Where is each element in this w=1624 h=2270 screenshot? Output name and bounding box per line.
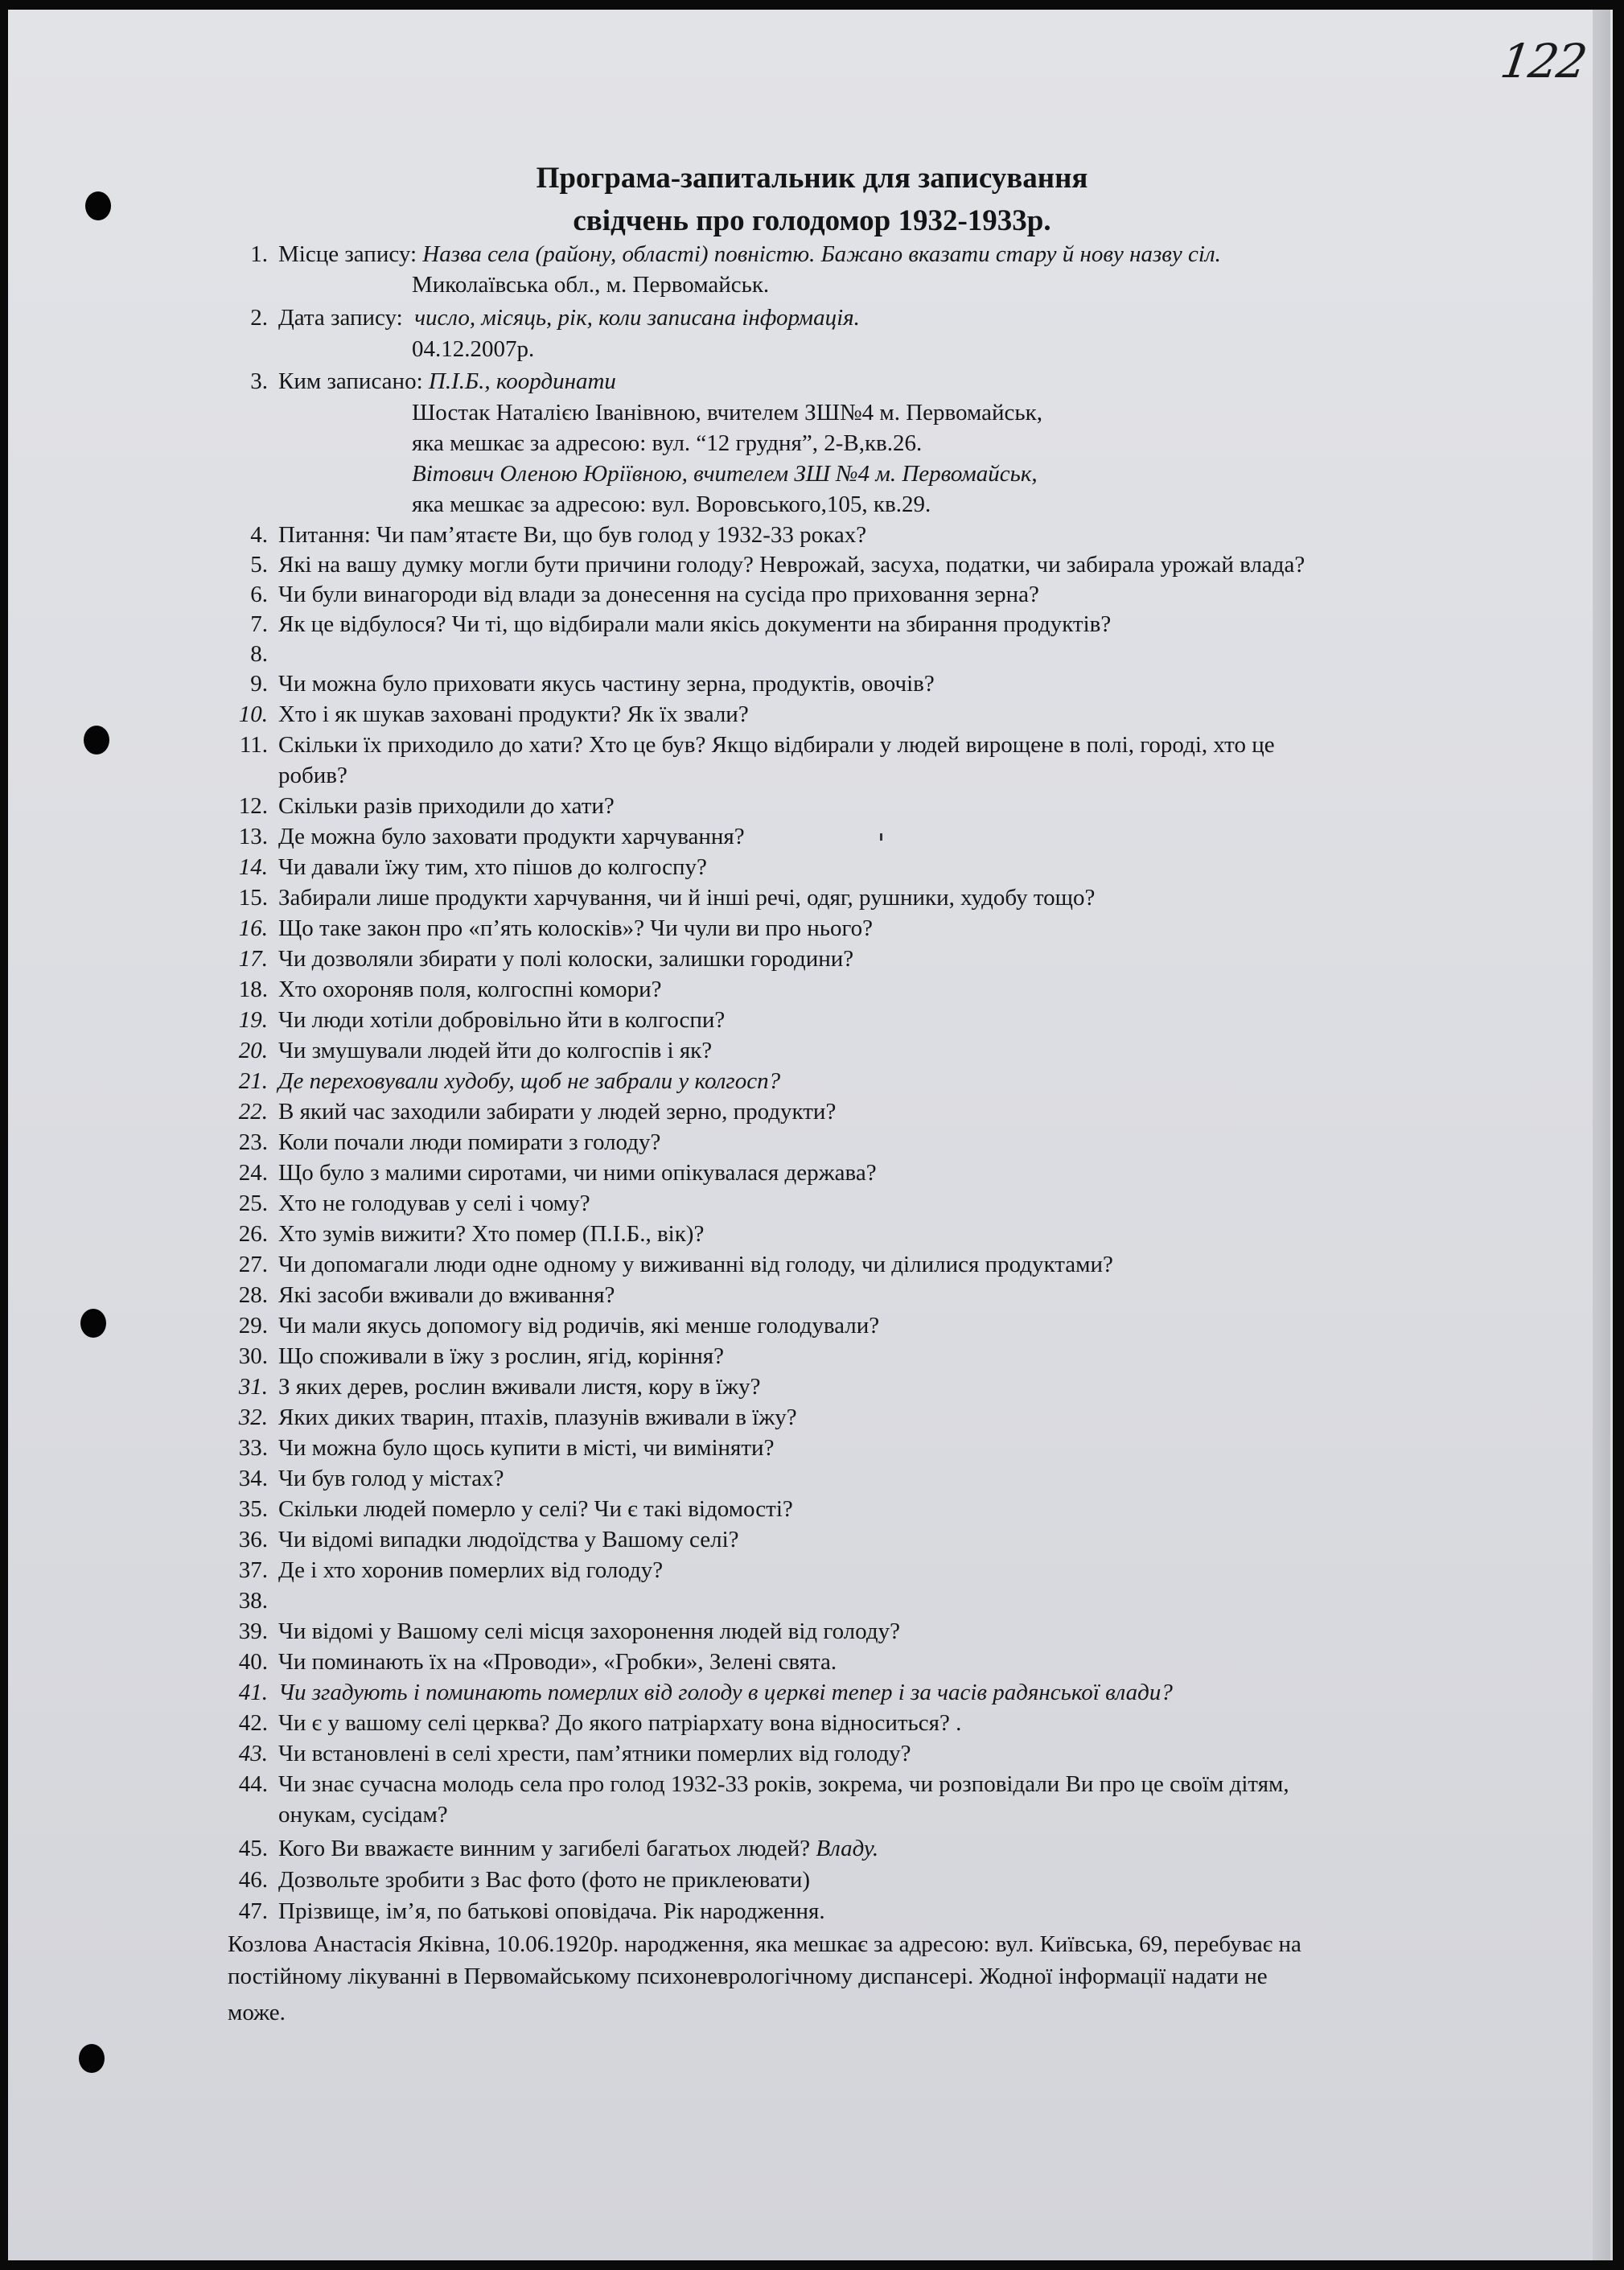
item-label: Дата запису:	[278, 305, 403, 331]
item-hint: П.І.Б., координати	[428, 368, 616, 394]
handwritten-page-number: 122	[1497, 34, 1589, 88]
answer-text: Владу.	[816, 1836, 879, 1861]
recorder-line: яка мешкає за адресою: вул. “12 грудня”, 2-В,кв.26.	[412, 430, 923, 456]
item-label: Місце запису:	[278, 241, 417, 267]
item-hint: Назва села (району, області) повністю. Бажано вказати стару й нову назву сіл.	[422, 241, 1221, 267]
punch-hole-3	[80, 1309, 106, 1338]
closing-note-line: постійному лікуванні в Первомайському психоневрологічному диспансері. Жодної інформації надати не	[228, 1964, 1268, 1989]
recorder-line: Шостак Наталією Іванівною, вчителем ЗШ№4 м. Первомайськ,	[412, 400, 1042, 426]
recorder-line: яка мешкає за адресою: вул. Воровського,105, кв.29.	[412, 491, 931, 517]
item-number: 2.	[250, 305, 268, 331]
document-title-line-2: свідчень про голодомор 1932-1933р.	[573, 204, 1051, 237]
punch-hole-4	[79, 2044, 105, 2073]
item-label: Ким записано:	[278, 368, 423, 394]
stray-mark	[880, 833, 882, 841]
question-continuation: робив?	[278, 763, 347, 788]
item-hint: число, місяць, рік, коли записана інформація.	[414, 305, 860, 331]
page-edge	[1593, 10, 1610, 2260]
closing-note-line: може.	[228, 2000, 286, 2025]
closing-note-line: Козлова Анастасія Яківна, 10.06.1920р. народження, яка мешкає за адресою: вул. Київська, 69, перебуває на	[228, 1931, 1301, 1957]
item-number: 3.	[250, 368, 268, 394]
place-value: Миколаївська обл., м. Первомайськ.	[412, 272, 770, 298]
question-continuation: онукам, сусідам?	[278, 1802, 448, 1828]
punch-hole-2	[84, 726, 109, 755]
date-value: 04.12.2007р.	[412, 336, 535, 362]
document-title-line-1: Програма-запитальник для записування	[536, 162, 1088, 195]
recorder-line: Вітович Оленою Юріївною, вчителем ЗШ №4 м. Первомайськ,	[412, 461, 1038, 487]
item-number: 1.	[250, 241, 268, 267]
